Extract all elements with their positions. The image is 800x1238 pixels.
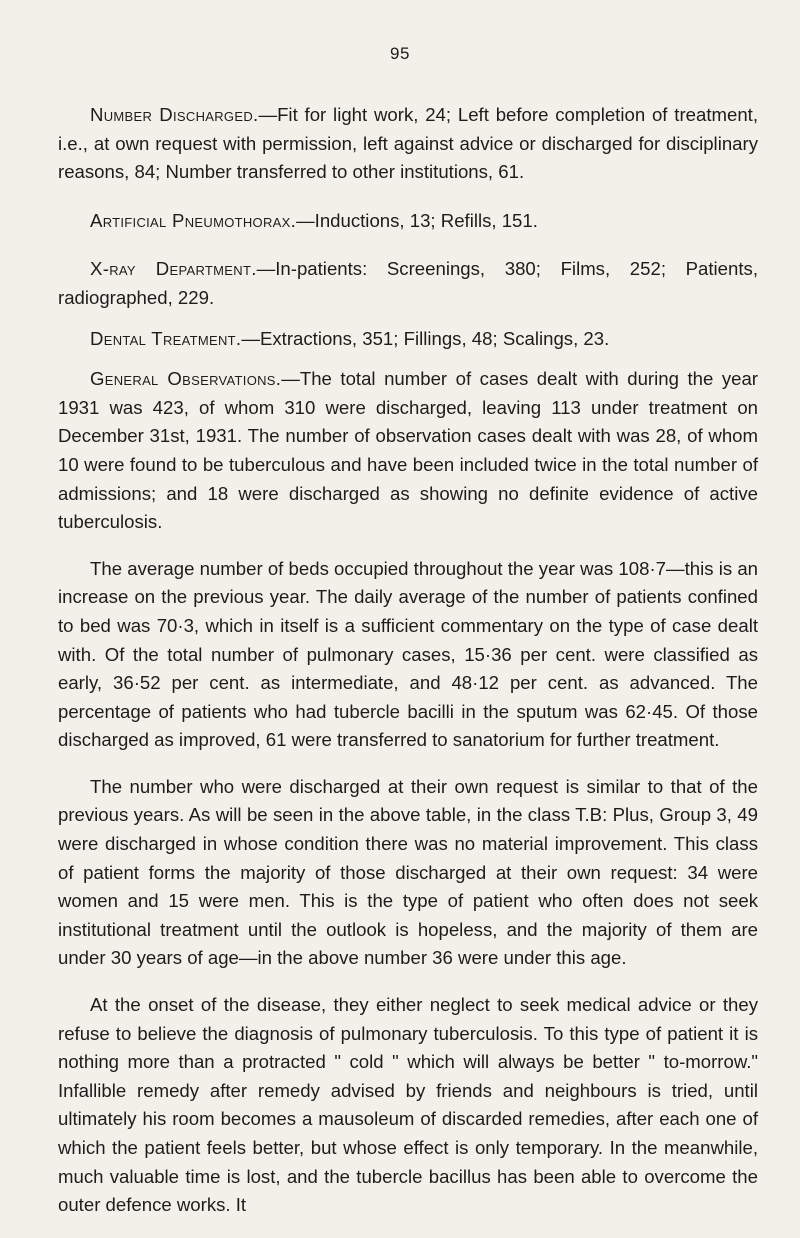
heading-artificial-pneumothorax: Artificial Pneumothorax. [90, 209, 297, 231]
paragraph-x-ray-department [58, 255, 758, 312]
paragraph-general-observations [58, 365, 758, 537]
text-x-ray-department: —In-patients: Screenings, 380; Films, 252; Patients, radiographed, 229. [58, 258, 758, 308]
text-own-request: The number who were discharged at their own request is similar to that of the previous years. As will be seen in the above table, in the class T.B: Plus, Group 3, 49 were discharged in whose condition there was no material improvement. This class of patient forms the majority of those discharged at their own request: 34 were women and 15 were men. This is the type of patient who often does not seek institutional treatment until the outlook is hopeless, and the majority of them are under 30 years of age—in the above number 36 were under this age. [58, 775, 758, 969]
text-average-beds: The average number of beds occupied throughout the year was 108·7—this is an increase on the previous year. The daily average of the number of patients confined to bed was 70·3, which in itself is a sufficient commentary on the type of case dealt with. Of the total number of pulmonary cases, 15·36 per cent. were classified as early, 36·52 per cent. as intermediate, and 48·12 per cent. as advanced. The percentage of patients who had tubercle bacilli in the sputum was 62·45. Of those discharged as improved, 61 were transferred to sanatorium for further treatment. [58, 557, 758, 751]
paragraph-average-beds [58, 555, 758, 755]
text-general-observations: —The total number of cases dealt with during the year 1931 was 423, of whom 310 were discharged, leaving 113 under treatment on December 31st, 1931. The number of observation cases dealt with was 28, of whom 10 were found to be tuberculous and have been included twice in the total number of admissions; and 18 were discharged as showing no definite evidence of active tuberculosis. [58, 368, 758, 533]
text-dental-treatment: —Extractions, 351; Fillings, 48; Scalings, 23. [241, 327, 610, 349]
body-text [58, 101, 758, 1238]
heading-general-observations: General Observations. [90, 368, 282, 390]
paragraph-dental-treatment [58, 325, 758, 354]
heading-x-ray-department: X-ray Department. [90, 258, 257, 280]
heading-dental-treatment: Dental Treatment. [90, 327, 242, 349]
paragraph-onset-of-disease [58, 991, 758, 1220]
text-number-discharged: —Fit for light work, 24; Left before completion of treatment, i.e., at own request with permission, left against advice or discharged for disciplinary reasons, 84; Number transferred to other institutions, 61. [58, 104, 758, 183]
text-onset-of-disease: At the onset of the disease, they either neglect to seek medical advice or they refuse to believe the diagnosis of pulmonary tuberculosis. To this type of patient it is nothing more than a protracted " cold " which will always be better " to-morrow." Infallible remedy after remedy advised by friends and neighbours is tried, until ultimately his room becomes a mausoleum of discarded remedies, after each one of which the patient feels better, but whose effect is only temporary. In the meanwhile, much valuable time is lost, and the tubercle bacillus has been able to overcome the outer defence works. It [58, 994, 758, 1216]
paragraph-own-request [58, 773, 758, 973]
paragraph-number-discharged [58, 101, 758, 187]
heading-number-discharged: Number Discharged. [90, 104, 259, 125]
paragraph-artificial-pneumothorax [58, 207, 758, 236]
page-number: 95 [390, 44, 410, 63]
text-artificial-pneumothorax: —Inductions, 13; Refills, 151. [296, 209, 538, 231]
